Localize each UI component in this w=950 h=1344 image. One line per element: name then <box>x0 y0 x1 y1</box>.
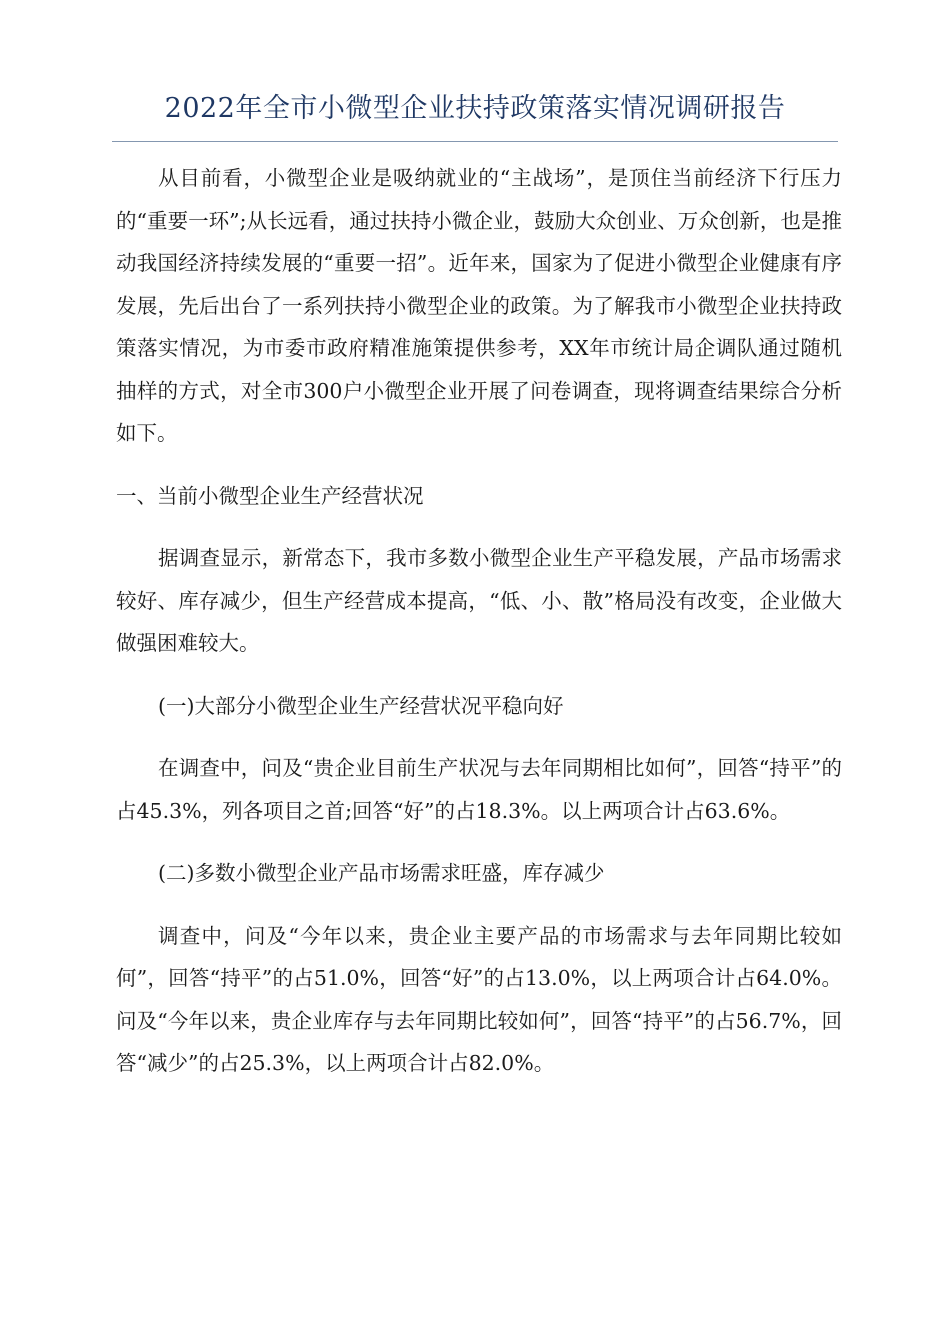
section-heading-1: 一、当前小微型企业生产经营状况 <box>116 483 424 508</box>
subsection-heading-1: (一)大部分小微型企业生产经营状况平稳向好 <box>158 693 564 718</box>
section-1-paragraph: 据调查显示，新常态下，我市多数小微型企业生产平稳发展，产品市场需求较好、库存减少，但生产经营成本提高，“低、小、散”格局没有改变，企业做大做强困难较大。 <box>116 546 842 655</box>
subsection-2-paragraph: 调查中，问及“今年以来，贵企业主要产品的市场需求与去年同期比较如何”，回答“持平”的占51.0%，回答“好”的占13.0%，以上两项合计占64.0%。问及“今年以来，贵企业库存与去年同期比较如何”，回答“持平”的占56.7%，回答“减少”的占25.3%，以上两项合计占82.0%。 <box>116 923 842 1075</box>
intro-paragraph: 从目前看，小微型企业是吸纳就业的“主战场”，是顶住当前经济下行压力的“重要一环”;从长远看，通过扶持小微企业，鼓励大众创业、万众创新，也是推动我国经济持续发展的“重要一招”。近年来，国家为了促进小微型企业健康有序发展，先后出台了一系列扶持小微型企业的政策。为了解我市小微型企业扶持政策落实情况，为市委市政府精准施策提供参考，XX年市统计局企调队通过随机抽样的方式，对全市300户小微型企业开展了问卷调查，现将调查结果综合分析如下。 <box>116 166 842 445</box>
subsection-heading-2: (二)多数小微型企业产品市场需求旺盛，库存减少 <box>158 861 605 885</box>
subsection-1-paragraph: 在调查中，问及“贵企业目前生产状况与去年同期相比如何”，回答“持平”的占45.3%，列各项目之首;回答“好”的占18.3%。以上两项合计占63.6%。 <box>116 756 842 823</box>
title-underline <box>112 141 838 142</box>
document-body <box>116 157 842 1105</box>
document-title: 2022年全市小微型企业扶持政策落实情况调研报告 <box>164 93 786 124</box>
